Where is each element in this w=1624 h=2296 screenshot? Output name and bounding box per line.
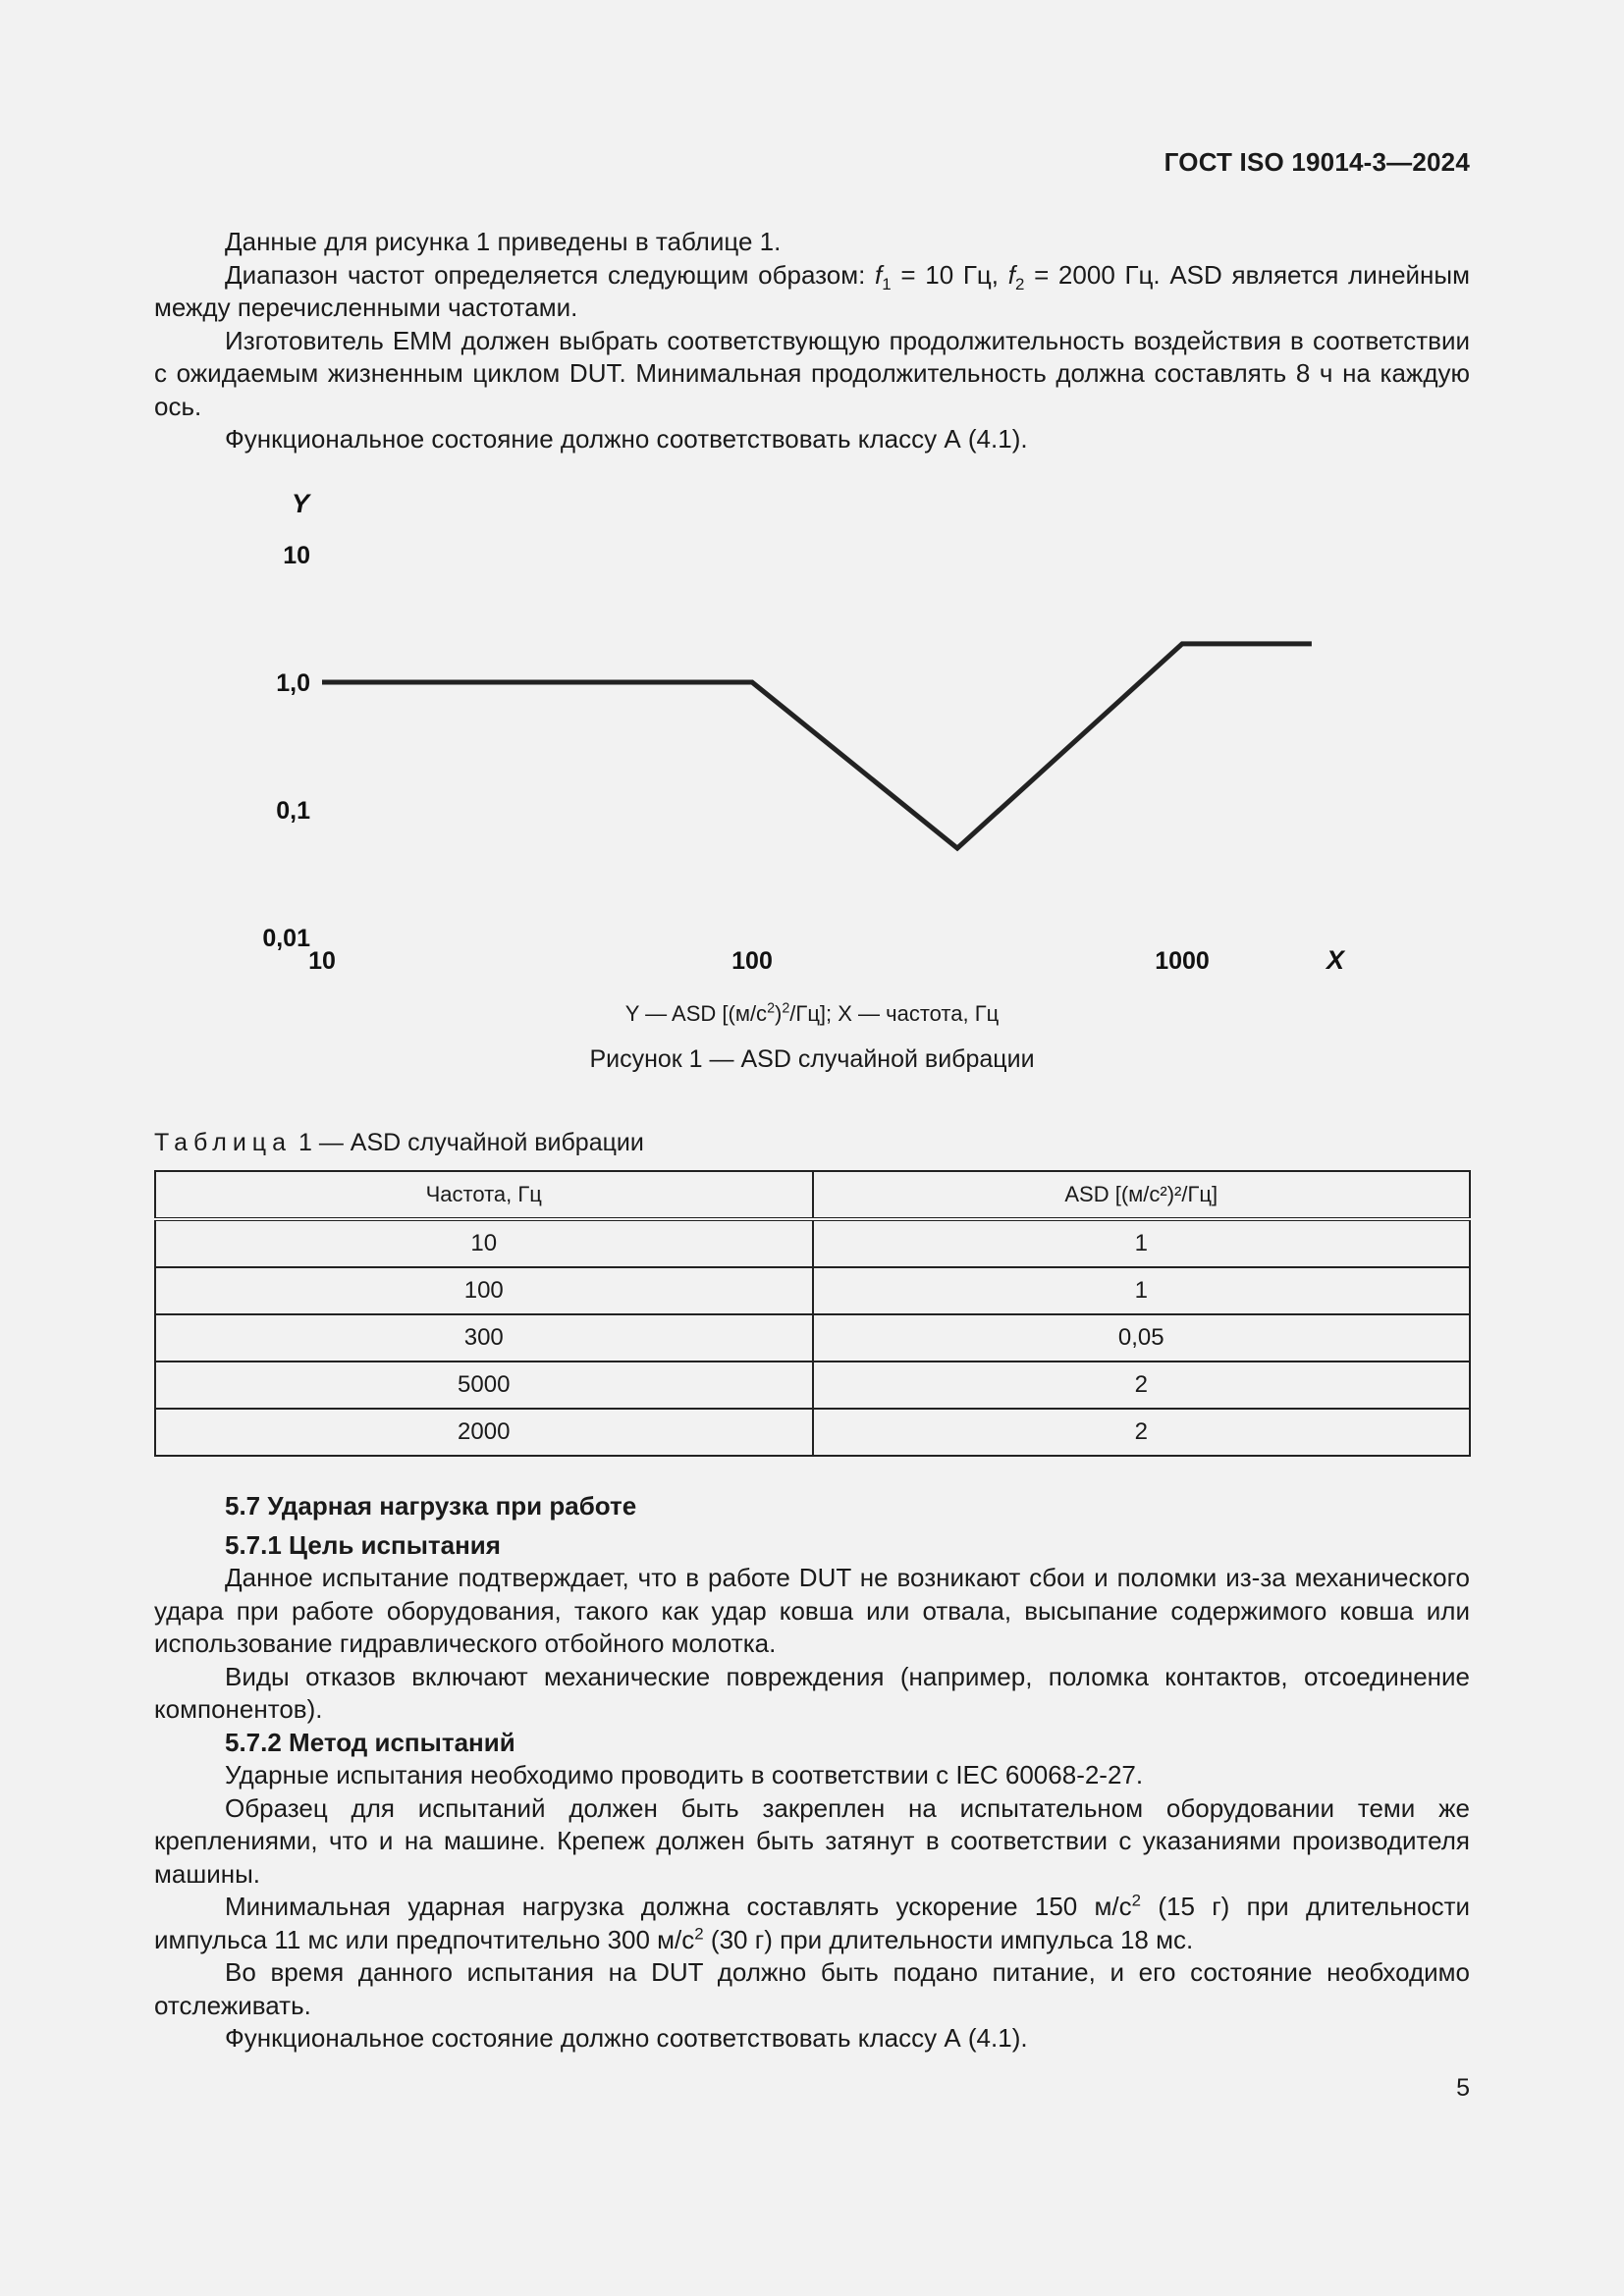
figure-caption: Рисунок 1 — ASD случайной вибрации: [589, 1045, 1035, 1073]
page-number: 5: [1456, 2074, 1470, 2102]
table-caption-rest: 1 — ASD случайной вибрации: [292, 1129, 644, 1156]
intro-p2-text-a: Диапазон частот определяется следующим образом:: [225, 259, 876, 290]
s5-text-c: (30 г) при длительности импульса 18 мс.: [703, 1924, 1194, 1954]
table-header-asd: ASD [(м/с²)²/Гц]: [813, 1171, 1471, 1219]
f2-symbol: f: [1007, 259, 1015, 290]
s5-sup-1: 2: [1131, 1891, 1142, 1910]
table-cell: 2000: [155, 1409, 813, 1456]
section-paragraph-4: Образец для испытаний должен быть закреплен на испытательном оборудовании теми же креплениями, что и на машине. Крепеж должен быть затянут в соответствии с указаниями производителя машины.: [154, 1792, 1470, 1889]
table-row: [155, 1219, 1470, 1267]
table-row: [155, 1409, 1470, 1456]
figure-legend: [0, 1001, 1624, 1027]
x-axis-label: X: [1326, 945, 1345, 975]
y-axis-label: Y: [291, 489, 310, 518]
intro-paragraph-1: Данные для рисунка 1 приведены в таблице 1.: [225, 227, 782, 256]
y-tick-label: 0,1: [276, 797, 310, 825]
intro-paragraph-3: Изготовитель ЕММ должен выбрать соответствующую продолжительность воздействия в соответствии с ожидаемым жизненным циклом DUT. Минимальная продолжительность должна составлять 8 ч на каждую ось.: [154, 325, 1470, 421]
s5-sup-2: 2: [694, 1923, 704, 1943]
y-tick-label: 1,0: [276, 669, 310, 697]
f1-subscript: 1: [882, 274, 892, 294]
table-cell: 2: [813, 1362, 1471, 1409]
x-tick-label: 1000: [1155, 947, 1210, 975]
table-cell: 2: [813, 1409, 1471, 1456]
asd-series-line: [322, 644, 1312, 848]
table-row: [155, 1362, 1470, 1409]
heading-5-7: 5.7 Ударная нагрузка при работе: [225, 1491, 637, 1521]
y-tick-label: 0,01: [262, 925, 310, 952]
heading-5-7-2: 5.7.2 Метод испытаний: [225, 1727, 515, 1757]
table-cell: 5000: [155, 1362, 813, 1409]
section-paragraph-1: Данное испытание подтверждает, что в работе DUT не возникают сбои и поломки из-за механического удара при работе оборудования, такого как удар ковша или отвала, высыпание содержимого ковша или использование гидравлического отбойного молотка.: [154, 1563, 1470, 1658]
s5-text-b: (15 г) при длительности импульса 11 мс или предпочтительно 300 м/с: [154, 1892, 1471, 1954]
table-caption: [154, 1129, 644, 1157]
section-paragraph-3: Ударные испытания необходимо проводить в соответствии с IEC 60068-2-27.: [225, 1760, 1144, 1789]
table-caption-word: Таблица: [154, 1129, 293, 1156]
table-header-row: [155, 1171, 1470, 1219]
document-id: ГОСТ ISO 19014-3—2024: [1164, 147, 1470, 177]
intro-p2-text-b: = 10 Гц,: [891, 259, 1008, 290]
table-cell: 300: [155, 1314, 813, 1362]
section-paragraph-7: Функциональное состояние должно соответствовать классу А (4.1).: [225, 2023, 1028, 2053]
heading-5-7-1: 5.7.1 Цель испытания: [225, 1529, 501, 1560]
legend-text-c: /Гц]; X — частота, Гц: [789, 1001, 1000, 1026]
table-cell: 10: [155, 1219, 813, 1267]
table-cell: 0,05: [813, 1314, 1471, 1362]
section-paragraph-5: [154, 1891, 1470, 1956]
f2-subscript: 2: [1014, 274, 1025, 294]
legend-sup-1: 2: [767, 1000, 776, 1017]
legend-sup-2: 2: [782, 1000, 790, 1017]
table-cell: 100: [155, 1267, 813, 1314]
intro-paragraph-2: [154, 259, 1470, 325]
x-tick-label: 100: [731, 947, 773, 975]
section-paragraph-2: Виды отказов включают механические повреждения (например, поломка контактов, отсоединение компонентов).: [154, 1661, 1470, 1724]
table-cell: 1: [813, 1219, 1471, 1267]
section-5-7: [154, 1490, 1470, 2056]
s5-text-a: Минимальная ударная нагрузка должна составлять ускорение 150 м/с: [225, 1892, 1132, 1921]
f1-symbol: f: [875, 259, 883, 290]
legend-text-b: ): [775, 1001, 783, 1026]
intro-p2-text-c: = 2000 Гц. ASD является линейным между перечисленными частотами.: [154, 259, 1470, 322]
section-paragraph-6: Во время данного испытания на DUT должно быть подано питание, и его состояние необходимо отслеживать.: [154, 1957, 1470, 2020]
table-header-frequency: Частота, Гц: [155, 1171, 813, 1219]
intro-paragraph-4: Функциональное состояние должно соответствовать классу А (4.1).: [225, 424, 1028, 454]
legend-text-a: Y — ASD [(м/с: [624, 1001, 768, 1026]
intro-text: [154, 226, 1470, 456]
table-row: [155, 1267, 1470, 1314]
x-tick-label: 10: [308, 947, 336, 975]
y-tick-label: 10: [283, 542, 310, 569]
table-row: [155, 1314, 1470, 1362]
table-cell: 1: [813, 1267, 1471, 1314]
asd-table: [154, 1170, 1471, 1457]
